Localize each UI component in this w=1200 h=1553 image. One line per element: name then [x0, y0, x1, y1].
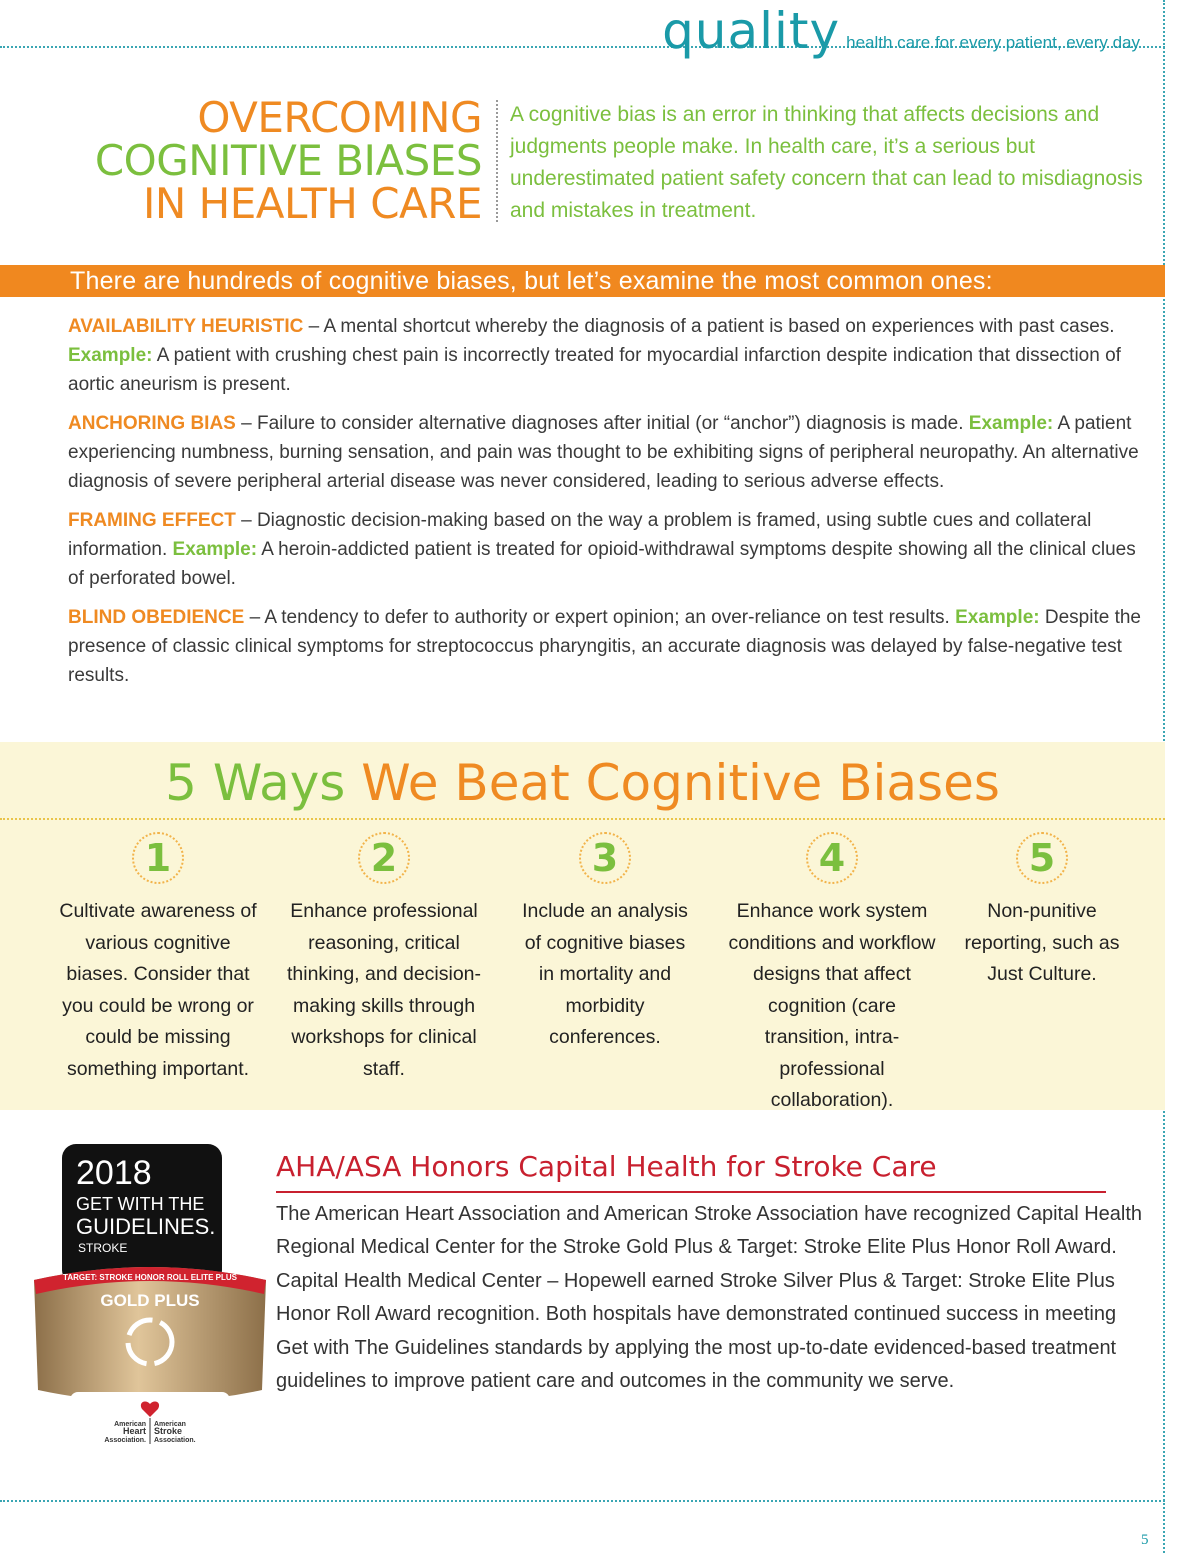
- bias-example: A heroin-addicted patient is treated for opioid-withdrawal symptoms despite showing all the clinical clues of perforated bowel.: [68, 539, 1136, 589]
- badge-level: GOLD PLUS: [100, 1291, 200, 1310]
- bias-definition: – Failure to consider alternative diagnoses after initial (or “anchor”) diagnosis is made.: [235, 413, 969, 434]
- bias-term: FRAMING EFFECT: [68, 510, 236, 531]
- bias-list: [68, 312, 1148, 690]
- bias-term: ANCHORING BIAS: [68, 413, 236, 434]
- bottom-dotted-rule: [0, 1500, 1165, 1502]
- example-label: Example:: [172, 539, 258, 560]
- step-number-circle: 2: [358, 832, 410, 884]
- step-text: Cultivate awareness of various cognitive biases. Consider that you could be wrong or could be missing something important.: [59, 900, 257, 1080]
- aha-article-title: AHA/ASA Honors Capital Health for Stroke Care: [276, 1150, 937, 1183]
- bias-example: A patient experiencing numbness, burning sensation, and pain was thought to be exhibiting signs of peripheral neuropathy. An alternative diagnosis of severe peripheral arterial disease was never considered, leading to serious adverse effects.: [68, 413, 1139, 492]
- step-text: Non-punitive reporting, such as Just Culture.: [964, 900, 1120, 985]
- bias-definition: – A tendency to defer to authority or expert opinion; an over-reliance on test results.: [244, 607, 956, 628]
- badge-year: 2018: [76, 1154, 152, 1192]
- badge-line-2: GUIDELINES.: [76, 1214, 216, 1239]
- title-line-1: OVERCOMING: [197, 93, 482, 142]
- ways-heading-part-2: We Beat Cognitive Biases: [361, 754, 1000, 812]
- aha-title-underline: [276, 1191, 1106, 1193]
- title-divider: [496, 100, 498, 222]
- example-label: Example:: [968, 413, 1054, 434]
- step-text: Enhance professional reasoning, critical thinking, and decision-making skills through workshops for clinical staff.: [286, 900, 482, 1080]
- section-name: quality: [662, 2, 841, 60]
- badge-org-2a: American: [154, 1421, 186, 1428]
- badge-org-1c: Association.: [104, 1437, 146, 1444]
- common-biases-banner: [0, 265, 1165, 297]
- section-tagline: health care for every patient, every day: [846, 33, 1140, 52]
- title-line-3: IN HEALTH CARE: [143, 179, 482, 228]
- step-number-circle: 4: [806, 832, 858, 884]
- get-with-the-guidelines-badge: [30, 1142, 270, 1452]
- way-step-2: [278, 832, 490, 1085]
- title-line-2: COGNITIVE BIASES: [94, 136, 482, 185]
- step-text: Include an analysis of cognitive biases in mortality and morbidity conferences.: [522, 900, 688, 1048]
- step-number-circle: 5: [1016, 832, 1068, 884]
- ways-heading-part-1: Ways: [212, 754, 346, 812]
- bias-definition: – Diagnostic decision-making based on the way a problem is framed, using subtle cues and collateral information.: [68, 510, 1092, 560]
- bias-item-framing: [68, 506, 1148, 593]
- badge-org-1a: American: [114, 1421, 146, 1428]
- example-label: Example:: [955, 607, 1040, 628]
- article-title: [40, 93, 482, 228]
- bias-example: A patient with crushing chest pain is incorrectly treated for myocardial infarction despite indication that dissection of aortic aneurism is present.: [68, 345, 1121, 395]
- ways-count: 5: [165, 754, 197, 812]
- bias-term: AVAILABILITY HEURISTIC: [68, 316, 304, 337]
- badge-line-1: GET WITH THE: [76, 1194, 205, 1214]
- badge-ribbon-text: TARGET: STROKE HONOR ROLL ELITE PLUS: [63, 1273, 237, 1282]
- bias-definition: – A mental shortcut whereby the diagnosis of a patient is based on experiences with past cases.: [303, 316, 1115, 337]
- bias-example: Despite the presence of classic clinical symptoms for streptococcus pharyngitis, an accurate diagnosis was delayed by false-negative test results.: [68, 607, 1141, 686]
- way-step-1: [56, 832, 260, 1085]
- example-label: Example:: [68, 345, 153, 366]
- step-text: Enhance work system conditions and workflow designs that affect cognition (care transition, intra-professional collaboration).: [728, 900, 936, 1111]
- badge-org-2b: Stroke: [154, 1426, 183, 1436]
- step-number-circle: 1: [132, 832, 184, 884]
- way-step-5: [956, 832, 1128, 991]
- ways-heading: [0, 748, 1165, 818]
- step-number-circle: 3: [579, 832, 631, 884]
- page-header: [662, 0, 1140, 62]
- bias-item-availability: [68, 312, 1148, 399]
- intro-paragraph: A cognitive bias is an error in thinking that affects decisions and judgments people make. In health care, it’s a serious but underestimated patient safety concern that can lead to misdiagnosis and mistakes in treatment.: [510, 103, 1143, 222]
- bias-item-anchoring: [68, 409, 1148, 496]
- badge-org-2c: Association.: [154, 1437, 196, 1444]
- badge-line-3: STROKE: [78, 1241, 128, 1255]
- ways-dotted-separator: [0, 818, 1165, 820]
- page-number: 5: [1141, 1532, 1149, 1548]
- way-step-4: [728, 832, 936, 1117]
- bias-item-blind-obedience: [68, 603, 1148, 690]
- way-step-3: [520, 832, 690, 1054]
- badge-org-1b: Heart: [122, 1426, 146, 1436]
- bias-term: BLIND OBEDIENCE: [68, 607, 245, 628]
- banner-text: There are hundreds of cognitive biases, but let’s examine the most common ones:: [70, 267, 993, 295]
- aha-article-body: The American Heart Association and American Stroke Association have recognized Capital Health Regional Medical Center for the Stroke Gold Plus & Target: Stroke Elite Plus Honor Roll Award. Capital Health Medical Center – Hopewell earned Stroke Silver Plus & Target: Stroke Elite Plus Honor Roll Award recognition. Both hospitals have demonstrated continued success in meeting Get with The Guidelines standards by applying the most up-to-date evidenced-based treatment guidelines to improve patient care and outcomes in the community we serve.: [276, 1203, 1143, 1393]
